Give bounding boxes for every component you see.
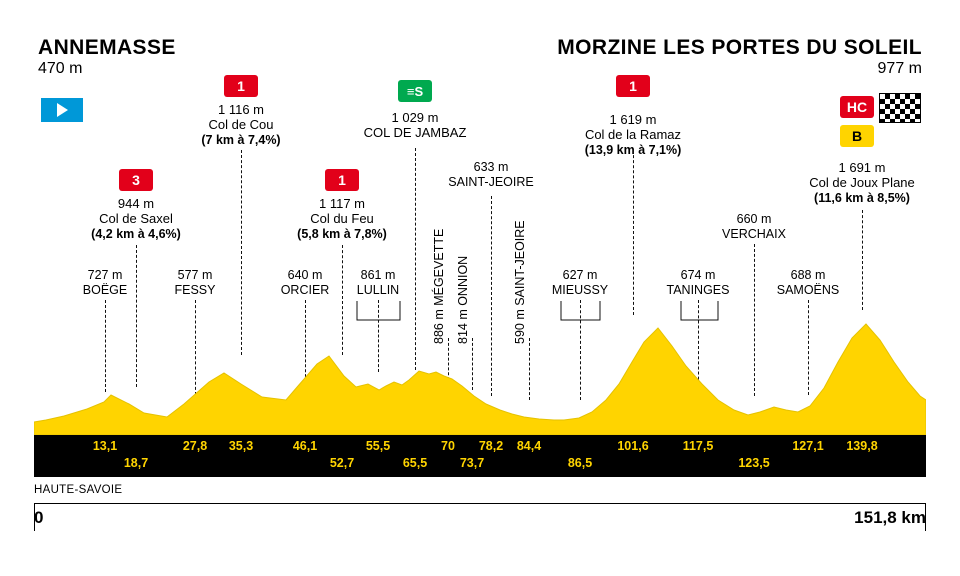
town-label-verchaix: [722, 212, 786, 242]
climb-gradient: (5,8 km à 7,8%): [297, 226, 387, 241]
town-label-megevette: 886 m MÉGEVETTE: [432, 228, 446, 344]
town-label-onnion: 814 m ONNION: [456, 255, 470, 344]
town-name: MIEUSSY: [551, 282, 609, 297]
town-name: SAINT-JEOIRE: [448, 174, 534, 189]
town-alt: 674 m: [680, 268, 716, 282]
climb-gradient: (7 km à 7,4%): [201, 132, 281, 147]
town-name: BOËGE: [82, 282, 128, 297]
elevation-profile: [34, 300, 926, 435]
km-marker: 55,5: [365, 439, 391, 453]
town-name: ORCIER: [280, 282, 330, 297]
climb-alt: 1 691 m: [838, 160, 886, 175]
km-marker: 127,1: [792, 439, 824, 453]
climb-chip-1-cou: 1: [224, 75, 258, 97]
climb-gradient: (13,9 km à 7,1%): [584, 142, 682, 157]
town-label-saintjeoire-633: [448, 160, 533, 190]
climb-name: Col de Saxel: [99, 211, 173, 227]
profile-area: [34, 324, 926, 435]
town-name: TANINGES: [666, 282, 730, 297]
leader-line-ramaz: [633, 150, 634, 315]
km-marker: 35,3: [228, 439, 254, 453]
km-marker: 101,6: [617, 439, 649, 453]
town-label-lullin: [357, 268, 399, 298]
climb-chip-1-feu: 1: [325, 169, 359, 191]
km-marker: 139,8: [846, 439, 878, 453]
km-marker: 78,2: [478, 439, 504, 453]
climb-name: Col de Cou: [208, 117, 274, 133]
km-marker: 84,4: [516, 439, 542, 453]
sprint-label-jambaz: [364, 110, 467, 141]
finish-city-name: MORZINE LES PORTES DU SOLEIL: [557, 36, 922, 59]
town-alt: 688 m: [790, 268, 826, 282]
climb-alt: 1 116 m: [217, 102, 264, 117]
climb-alt: 944 m: [117, 196, 155, 211]
km-marker: 18,7: [123, 456, 149, 470]
town-alt: 861 m: [360, 268, 396, 282]
climb-gradient: (11,6 km à 8,5%): [814, 190, 910, 205]
axis-line: [34, 503, 926, 504]
km-marker: 46,1: [292, 439, 318, 453]
start-flag-icon: [41, 98, 83, 122]
climb-chip-1-ramaz: 1: [616, 75, 650, 97]
climb-label-feu: [297, 196, 387, 241]
km-marker: 65,5: [402, 456, 428, 470]
axis-start-km: 0: [34, 508, 44, 527]
climb-gradient: (4,2 km à 4,6%): [91, 226, 181, 241]
town-alt: 727 m: [87, 268, 123, 282]
km-marker: 52,7: [329, 456, 355, 470]
town-alt: 633 m: [473, 160, 509, 174]
town-label-boege: [83, 268, 127, 298]
bonus-chip-b: B: [840, 125, 874, 147]
climb-alt: 1 619 m: [609, 112, 657, 127]
climb-name: Col de la Ramaz: [584, 127, 682, 143]
km-marker: 123,5: [738, 456, 770, 470]
km-marker: 73,7: [459, 456, 485, 470]
sprint-alt: 1 029 m: [391, 110, 439, 125]
sprint-green-icon: ≡S: [398, 80, 432, 102]
town-label-orcier: [281, 268, 330, 298]
sprint-name: COL DE JAMBAZ: [363, 125, 467, 141]
climb-alt: 1 117 m: [318, 196, 366, 211]
town-name: LULLIN: [356, 282, 400, 297]
km-marker: 13,1: [92, 439, 118, 453]
climb-chip-3: 3: [119, 169, 153, 191]
town-alt: 627 m: [562, 268, 598, 282]
climb-label-jouxplane: [809, 160, 915, 205]
town-alt: 577 m: [177, 268, 213, 282]
km-marker: 86,5: [567, 456, 593, 470]
town-label-saintjeoire-590: 590 m SAINT-JEOIRE: [513, 220, 527, 344]
climb-label-saxel: [91, 196, 181, 241]
km-marker: 117,5: [682, 439, 714, 453]
km-band: [34, 435, 926, 477]
town-name: VERCHAIX: [722, 226, 786, 241]
axis-total-km: 151,8 km: [854, 508, 926, 527]
checkered-flag-icon: [879, 93, 921, 123]
climb-name: Col de Joux Plane: [809, 175, 915, 191]
town-label-taninges: [667, 268, 730, 298]
town-label-fessy: [175, 268, 216, 298]
climb-chip-hc-jouxplane: HC: [840, 96, 874, 118]
department-label: HAUTE-SAVOIE: [34, 484, 123, 496]
start-altitude: 470 m: [38, 60, 83, 77]
km-marker: 27,8: [182, 439, 208, 453]
climb-name: Col du Feu: [310, 211, 374, 227]
town-label-mieussy: [552, 268, 608, 298]
start-city-name: ANNEMASSE: [38, 36, 176, 59]
town-alt: 660 m: [736, 212, 772, 226]
climb-label-cou: [201, 102, 280, 147]
finish-altitude: 977 m: [877, 60, 922, 77]
town-alt: 640 m: [287, 268, 323, 282]
leader-line-jouxplane: [862, 210, 863, 310]
town-name: FESSY: [174, 282, 216, 297]
km-marker: 70: [441, 439, 455, 453]
town-label-samoens: [777, 268, 840, 298]
town-name: SAMOËNS: [776, 282, 840, 297]
